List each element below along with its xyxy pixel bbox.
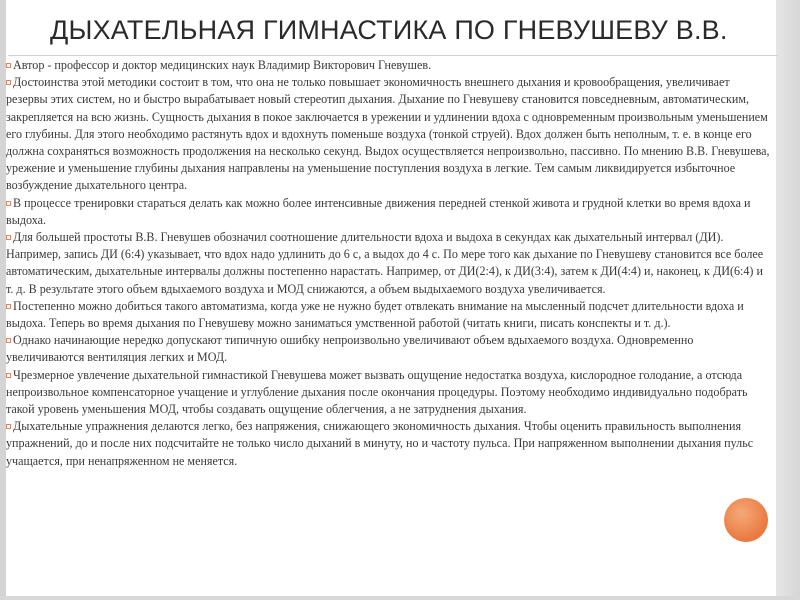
paragraph-breathing-interval [6,229,770,298]
bullet-icon [6,235,11,240]
bullet-icon [6,201,11,206]
paragraph-excess-warning [6,367,770,419]
paragraph-training [6,195,770,229]
title-divider [8,55,778,56]
bullet-icon [6,63,11,68]
slide-content [6,57,770,470]
paragraph-text: Достоинства этой методики состоит в том, что она не только повышает экономичность внешнего дыхания и кровообращения, увеличивает резервы этих систем, но и быстро вырабатывает новый стереотип дыхания. Дыхание по Гневушеву становится повседневным, автоматическим, закрепляется на всю жизнь. Сущность дыхания в покое заключается в урежении и удлинении вдоха с одновременным произвольным уменьшением его глубины. Для этого необходимо растянуть вдох и вдохнуть поменьше воздуха (тонкой струей). Вдох должен быть неполным, т. е. в конце его должна сохраняться возможность продолжения на несколько секунд. Выдох осуществляется непроизвольно, пассивно. По мнению В.В. Гневушева, урежение и уменьшение глубины дыхания направлены на уменьшение поступления воздуха в легкие. Тем самым ликвидируется избыточное возбуждение дыхательного центра. [6,75,770,193]
bullet-icon [6,424,11,429]
paragraph-automatism [6,298,770,332]
bullet-icon [6,373,11,378]
paragraph-text: Автор - профессор и доктор медицинских наук Владимир Викторович Гневушев. [13,58,432,72]
paragraph-typical-error [6,332,770,366]
bullet-icon [6,80,11,85]
paragraph-text: Дыхательные упражнения делаются легко, без напряжения, снижающего экономичность дыхания. Чтобы оценить правильность выполнения упражнений, до и после них подсчитайте не только число дыханий в минуту, но и частоту пульса. При напряженном выполнении дыхания пульс учащается, при ненапряженном не меняется. [6,419,754,468]
paragraph-text: Однако начинающие нередко допускают типичную ошибку непроизвольно увеличивают объем вдыхаемого воздуха. Одновременно увеличиваются вентиляция легких и МОД. [6,333,694,365]
paragraph-text: Постепенно можно добиться такого автоматизма, когда уже не нужно будет отвлекать внимание на мысленный подсчет длительности вдоха и выдоха. Теперь во время дыхания по Гневушеву можно заниматься умственной работой (читать книги, писать конспекты и т. д.). [6,298,744,331]
bullet-icon [6,304,11,309]
bullet-icon [6,338,11,343]
paragraph-text: Чрезмерное увлечение дыхательной гимнастикой Гневушева может вызвать ощущение недостатка воздуха, кислородное голодание, а отсюда непроизвольное компенсаторное учащение и углубление дыхания после окончания процедуры. Поэтому необходимо индивидуально подобрать такой уровень уменьшения МОД, чтобы создавать ощущение облегчения, а не затруднения дыхания. [6,367,748,417]
paragraph-text: В процессе тренировки стараться делать как можно более интенсивные движения передней стенкой живота и грудной клетки во время вдоха и выдоха. [6,195,751,227]
decorative-orange-circle [724,498,768,542]
slide-right-border [776,0,800,600]
slide-bottom-border [0,596,800,600]
paragraph-pulse-check [6,418,770,470]
paragraph-text: Для большей простоты В.В. Гневушев обозначил соотношение длительности вдоха и выдоха в секундах как дыхательный интервал (ДИ). Например, запись ДИ (6:4) указывает, что вдох надо удлинить до 6 с, а выдох до 4 с. По мере того как дыхание по Гневушеву становится все более автоматическим, дыхательные интервалы должны постепенно нарастать. Например, от ДИ(2:4), к ДИ(3:4), затем к ДИ(4:4) и, наконец, к ДИ(6:4) и т. д. В результате этого объем вдыхаемого воздуха и МОД снижаются, а объем выдыхаемого воздуха увеличивается. [6,230,764,296]
paragraph-advantages [6,74,770,194]
paragraph-author [6,57,770,74]
slide-title: ДЫХАТЕЛЬНАЯ ГИМНАСТИКА ПО ГНЕВУШЕВУ В.В. [50,15,728,45]
